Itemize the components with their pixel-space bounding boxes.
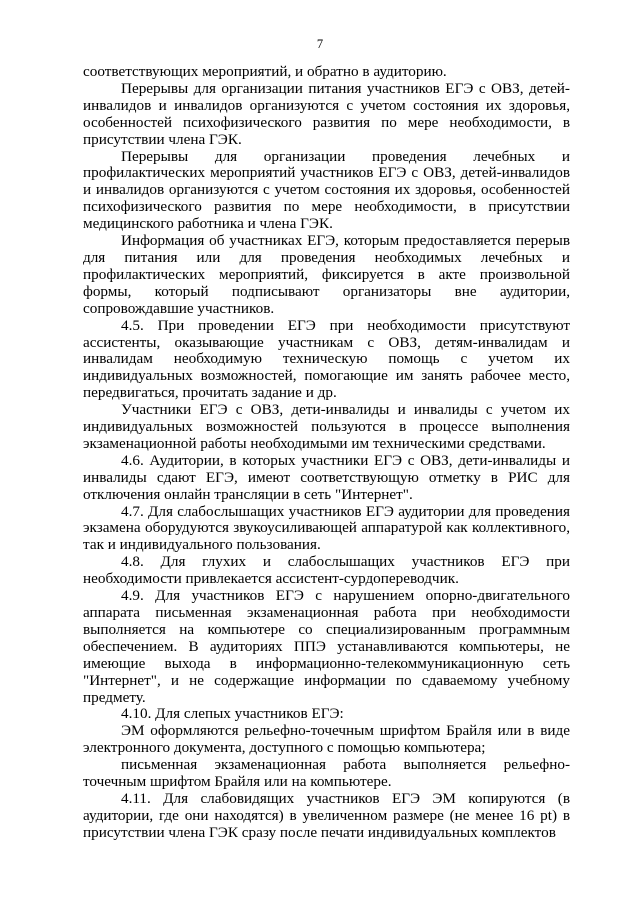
paragraph: 4.9. Для участников ЕГЭ с нарушением опорно-двигательного аппарата письменная экзаменационная работа при необходимости выполняется на компьютере со специализированным программным обеспечением. В аудиториях ППЭ устанавливаются компьютеры, не имеющие выхода в информационно-телекоммуникационную сеть "Интернет", и не содержащие информации по сдаваемому учебному предмету. bbox=[83, 587, 570, 706]
paragraph: ЭМ оформляются рельефно-точечным шрифтом Брайля или в виде электронного документа, доступного с помощью компьютера; bbox=[83, 722, 570, 757]
paragraph: Перерывы для организации питания участников ЕГЭ с ОВЗ, детей-инвалидов и инвалидов организуются с учетом состояния их здоровья, особенностей психофизического развития по мере необходимости, в присутствии члена ГЭК. bbox=[83, 79, 570, 148]
paragraph: 4.8. Для глухих и слабослышащих участников ЕГЭ при необходимости привлекается ассистент-сурдопереводчик. bbox=[83, 553, 570, 588]
paragraph: Участники ЕГЭ с ОВЗ, дети-инвалиды и инвалиды с учетом их индивидуальных возможностей пользуются в процессе выполнения экзаменационной работы необходимыми им техническими средствами. bbox=[83, 401, 570, 452]
body-text bbox=[83, 64, 570, 842]
paragraph: соответствующих мероприятий, и обратно в аудиторию. bbox=[83, 63, 447, 80]
paragraph: Перерывы для организации проведения лечебных и профилактических мероприятий участников ЕГЭ с ОВЗ, детей-инвалидов и инвалидов организуются с учетом состояния их здоровья, особенностей психофизического развития по мере необходимости, в присутствии медицинского работника и члена ГЭК. bbox=[83, 147, 570, 233]
page-number: 7 bbox=[316, 37, 324, 51]
paragraph: 4.5. При проведении ЕГЭ при необходимости присутствуют ассистенты, оказывающие участникам с ОВЗ, детям-инвалидам и инвалидам необходимую техническую помощь с учетом их индивидуальных возможностей, помогающие им занять рабочее место, передвигаться, прочитать задание и др. bbox=[83, 316, 570, 402]
paragraph: 4.7. Для слабослышащих участников ЕГЭ аудитории для проведения экзамена оборудуются звукоусиливающей аппаратурой как коллективного, так и индивидуального пользования. bbox=[83, 502, 570, 554]
paragraph: 4.10. Для слепых участников ЕГЭ: bbox=[121, 705, 344, 723]
paragraph: Информация об участниках ЕГЭ, которым предоставляется перерыв для питания или для проведения необходимых лечебных и профилактических мероприятий, фиксируется в акте произвольной формы, который подписывают организаторы вне аудитории, сопровождавшие участников. bbox=[83, 232, 570, 317]
paragraph: письменная экзаменационная работа выполняется рельефно-точечным шрифтом Брайля или на компьютере. bbox=[83, 756, 570, 791]
paragraph: 4.6. Аудитории, в которых участники ЕГЭ с ОВЗ, дети-инвалиды и инвалиды сдают ЕГЭ, имеют соответствующую отметку в РИС для отключения онлайн трансляции в сеть "Интернет". bbox=[83, 451, 570, 503]
paragraph: 4.11. Для слабовидящих участников ЕГЭ ЭМ копируются (в аудитории, где они находятся) в увеличенном размере (не менее 16 pt) в присутствии члена ГЭК сразу после печати индивидуальных комплектов bbox=[83, 789, 570, 841]
